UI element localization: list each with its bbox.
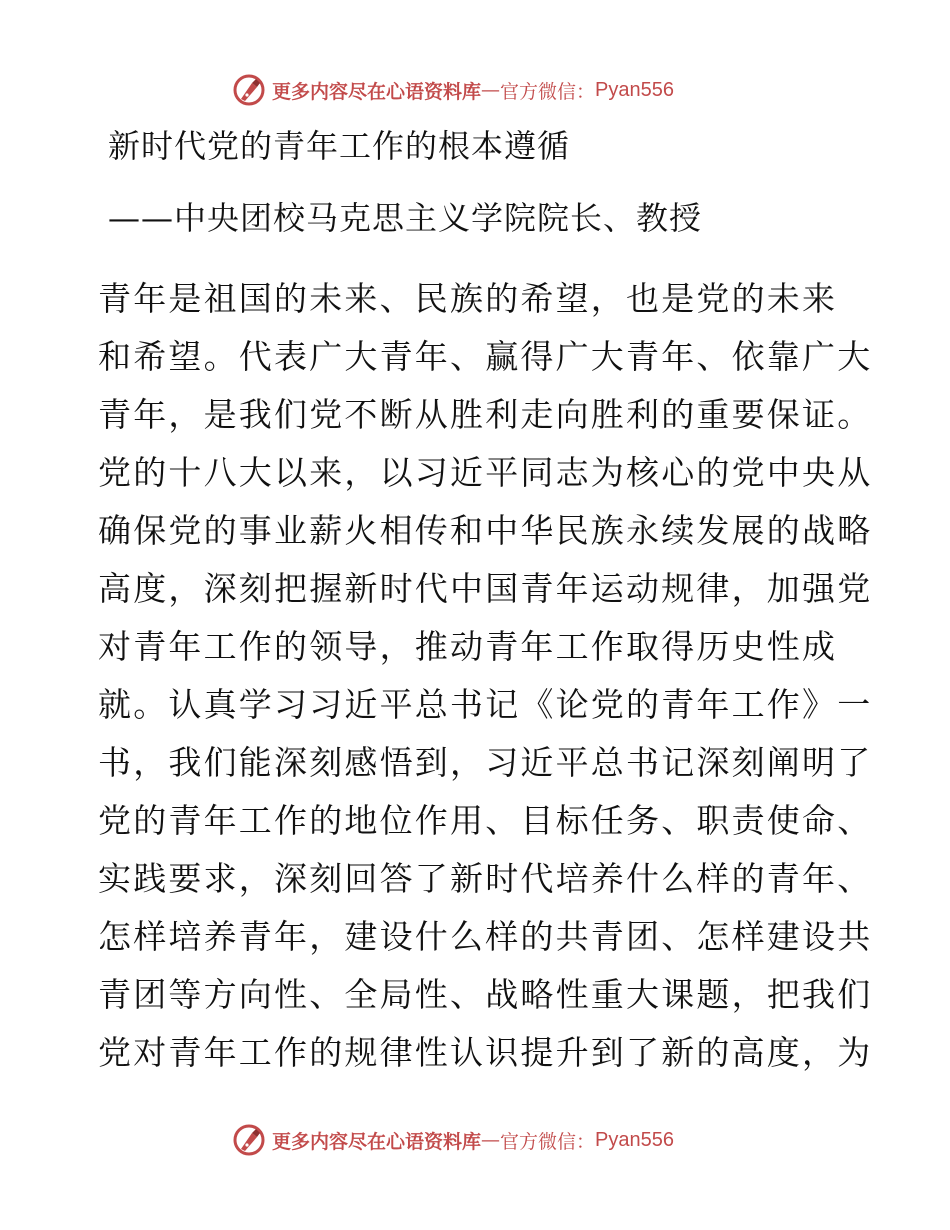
body-line: 怎样培养青年，建设什么样的共青团、怎样建设共: [98, 917, 873, 956]
body-line: 党的十八大以来，以习近平同志为核心的党中央从: [98, 453, 873, 492]
banner-dash: —: [481, 79, 501, 101]
banner-slogan: 更多内容尽在心语资料库: [272, 80, 482, 103]
pen-nib-circle-icon: [232, 73, 266, 107]
footer-watermark-banner: [232, 1120, 674, 1160]
body-line: 党的青年工作的地位作用、目标任务、职责使命、: [98, 801, 873, 840]
banner-wechat-label: 官方微信：: [500, 80, 596, 103]
document-body: [98, 270, 873, 1082]
pen-nib-circle-icon: [232, 1123, 266, 1157]
banner-slogan: 更多内容尽在心语资料库: [272, 1130, 482, 1153]
body-line: 高度，深刻把握新时代中国青年运动规律，加强党: [98, 569, 873, 608]
banner-wechat-id: Pyan556: [595, 1128, 674, 1151]
body-line: 确保党的事业薪火相传和中华民族永续发展的战略: [98, 511, 873, 550]
body-line: 实践要求，深刻回答了新时代培养什么样的青年、: [98, 859, 873, 898]
banner-wechat-label: 官方微信：: [500, 1130, 596, 1153]
banner-dash: —: [481, 1129, 501, 1151]
body-line: 对青年工作的领导，推动青年工作取得历史性成: [98, 627, 838, 666]
body-line: 青年，是我们党不断从胜利走向胜利的重要保证。: [98, 395, 873, 434]
body-line: 就。认真学习习近平总书记《论党的青年工作》一: [98, 685, 873, 724]
body-line: 青年是祖国的未来、民族的希望，也是党的未来: [98, 279, 838, 318]
body-line: 和希望。代表广大青年、赢得广大青年、依靠广大: [98, 337, 873, 376]
header-watermark-banner: [232, 70, 674, 110]
document-subtitle: ——中央团校马克思主义学院院长、教授: [108, 199, 703, 237]
body-line: 书，我们能深刻感悟到，习近平总书记深刻阐明了: [98, 743, 873, 782]
banner-wechat-id: Pyan556: [595, 78, 674, 101]
body-line: 党对青年工作的规律性认识提升到了新的高度，为: [98, 1033, 873, 1072]
body-line: 青团等方向性、全局性、战略性重大课题，把我们: [98, 975, 873, 1014]
document-title: 新时代党的青年工作的根本遵循: [108, 127, 571, 165]
